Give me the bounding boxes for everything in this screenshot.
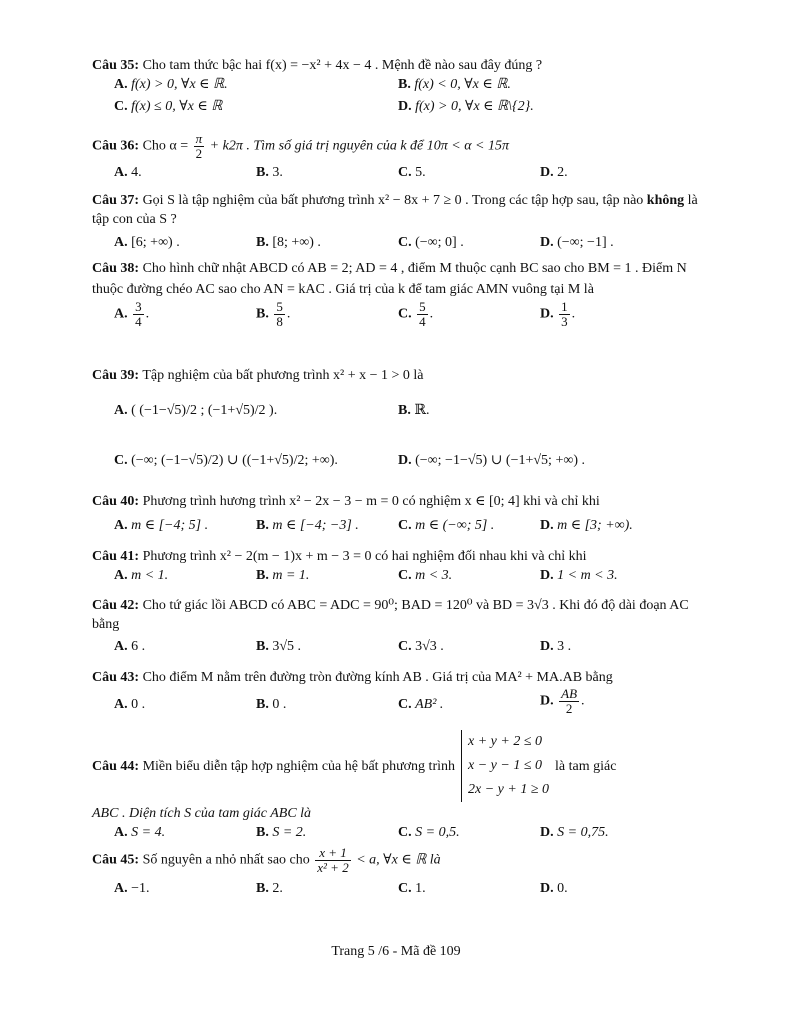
option-c[interactable]: C. m ∈ (−∞; 5] . [398, 518, 495, 533]
option-a[interactable]: A. [6; +∞) . [114, 235, 180, 250]
option-a[interactable]: A. S = 4. [114, 825, 166, 840]
option-a[interactable]: A. $\frac{3}{4}$ . [114, 299, 150, 329]
options [92, 300, 702, 336]
option-c[interactable]: C. (−∞; 0] . [398, 235, 464, 250]
question-37: Câu 37: Gọi S là tập nghiệm của bất phương trình x² − 8x + 7 ≥ 0 . Trong các tập hợp sau, tập nào không là tập con của S ? A. [6; +∞) . B. [8; +∞) . C. (−∞; 0] . D. (−∞; −1] . [92, 191, 702, 255]
question-42: Câu 42: Cho tứ giác lồi ABCD có ABC = ADC = 90⁰; BAD = 120⁰ và BD = 3√3 . Khi đó độ dài đoạn AC bằng A. 6 . B. 3√5 . C. 3√3 . D. 3 . [92, 596, 702, 659]
question-36: Câu 36: Cho α = $\frac{\pi}{2}$ + k2π . Tìm số giá trị nguyên của k để 10π < α < 15π A. 4. B. 3. C. 5. D. 2. [92, 132, 702, 185]
option-c[interactable]: C. (−∞; (−1−√5)/2) ∪ ((−1+√5)/2; +∞). [114, 453, 338, 468]
option-c[interactable]: C. 5. [398, 165, 426, 180]
question-number: Câu 43: [92, 670, 140, 685]
options [92, 566, 702, 588]
question-44: Câu 44: Miền biểu diễn tập hợp nghiệm của hệ bất phương trình x + y + 2 ≤ 0 x − y − 1 ≤ 0 2x − y + 1 ≥ 0 là tam giác ABC . Diện tích S của tam giác ABC là A. S = 4. B. S = 2. C. S = 0,5. D. S = 0,75. [92, 730, 702, 845]
option-a[interactable]: A. f(x) > 0, ∀x ∈ ℝ. [114, 77, 228, 92]
option-d[interactable]: D. 3 . [540, 639, 572, 654]
option-c[interactable]: C. 3√3 . [398, 639, 444, 654]
options [92, 75, 702, 97]
option-d[interactable]: D. (−∞; −1−√5) ∪ (−1+√5; +∞) . [398, 453, 585, 468]
option-d[interactable]: D. $\frac{1}{3}$ . [540, 299, 576, 329]
option-a[interactable]: A. m < 1. [114, 568, 169, 583]
option-a[interactable]: A. m ∈ [−4; 5] . [114, 518, 209, 533]
options [92, 393, 702, 439]
option-a[interactable]: A. 0 . [114, 697, 146, 712]
inequality-system: x + y + 2 ≤ 0 x − y − 1 ≤ 0 2x − y + 1 ≥ 0 [461, 730, 549, 802]
option-d[interactable]: D. 2. [540, 165, 568, 180]
fraction: $\frac{x + 1}{\text{x² + 2}}$ [317, 845, 349, 875]
option-c[interactable]: C. m < 3. [398, 568, 453, 583]
option-b[interactable]: B. 0 . [256, 697, 287, 712]
question-number: Câu 44: [92, 758, 140, 774]
question-number: Câu 40: [92, 494, 140, 509]
question-number: Câu 39: [92, 368, 140, 383]
options [92, 879, 702, 901]
option-c[interactable]: C. f(x) ≤ 0, ∀x ∈ ℝ [114, 99, 223, 114]
option-b[interactable]: B. 2. [256, 881, 283, 896]
option-a[interactable]: A. 6 . [114, 639, 146, 654]
question-stem: Cho tam thức bậc hai f(x) = −x² + 4x − 4 . Mệnh đề nào sau đây đúng ? [142, 58, 543, 73]
options [92, 823, 702, 845]
question-43: Câu 43: Cho điểm M nằm trên đường tròn đường kính AB . Giá trị của MA² + MA.AB bằng A. 0 . B. 0 . C. AB² . D. $\frac{AB}{2}$ . [92, 668, 702, 721]
option-b[interactable]: B. ℝ. [398, 403, 430, 418]
question-number: Câu 35: [92, 58, 140, 73]
options [92, 233, 702, 255]
option-b[interactable]: B. [8; +∞) . [256, 235, 321, 250]
question-35 [92, 56, 702, 119]
question-number: Câu 38: [92, 261, 140, 276]
options [92, 637, 702, 659]
option-b[interactable]: B. m = 1. [256, 568, 310, 583]
option-b[interactable]: B. m ∈ [−4; −3] . [256, 518, 359, 533]
option-b[interactable]: B. $\frac{5}{8}$ . [256, 299, 291, 329]
option-d[interactable]: D. 1 < m < 3. [540, 568, 618, 583]
option-c[interactable]: C. $\frac{5}{4}$ . [398, 299, 434, 329]
question-number: Câu 37: [92, 193, 140, 208]
option-a[interactable]: A. 4. [114, 165, 142, 180]
question-number: Câu 45: [92, 852, 140, 868]
option-b[interactable]: B. 3. [256, 165, 283, 180]
options [92, 163, 702, 185]
option-d[interactable]: D. $\frac{AB}{2}$ . [540, 686, 585, 716]
option-b[interactable]: B. f(x) < 0, ∀x ∈ ℝ. [398, 77, 511, 92]
options [92, 687, 702, 721]
option-c[interactable]: C. S = 0,5. [398, 825, 460, 840]
question-number: Câu 41: [92, 549, 140, 564]
option-b[interactable]: B. S = 2. [256, 825, 307, 840]
option-d[interactable]: D. f(x) > 0, ∀x ∈ ℝ\{2}. [398, 99, 534, 114]
question-38: Câu 38: Cho hình chữ nhật ABCD có AB = 2; AD = 4 , điểm M thuộc cạnh BC sao cho BM = 1 . Điểm N thuộc đường chéo AC sao cho AN = kAC . Giá trị của k để tam giác AMN vuông tại M là A. $\frac{3}{4}$ . B. $\frac{5}{8}$ . C. $\frac{5}{4}$ . D. $\frac{1}{3}$ . [92, 258, 702, 336]
question-45: Câu 45: Số nguyên a nhỏ nhất sao cho $\frac{x + 1}{\text{x² + 2}}$ < a, ∀x ∈ ℝ là A. −1. B. 2. C. 1. D. 0. [92, 846, 702, 901]
options [92, 443, 702, 489]
option-d[interactable]: D. S = 0,75. [540, 825, 609, 840]
options [92, 516, 702, 538]
page-footer: Trang 5 /6 - Mã đề 109 [331, 944, 461, 959]
question-number: Câu 36: [92, 138, 140, 154]
question-39: Câu 39: Tập nghiệm của bất phương trình x² + x − 1 > 0 là A. ( (−1−√5)/2 ; (−1+√5)/2 ). B. ℝ. C. (−∞; (−1−√5)/2) ∪ ((−1+√5)/2; +∞). D. (−∞; −1−√5) ∪ (−1+√5; +∞) . [92, 366, 702, 489]
option-c[interactable]: C. 1. [398, 881, 426, 896]
option-a[interactable]: A. ( (−1−√5)/2 ; (−1+√5)/2 ). [114, 403, 278, 418]
options [92, 97, 702, 119]
option-d[interactable]: D. m ∈ [3; +∞). [540, 518, 633, 533]
option-d[interactable]: D. (−∞; −1] . [540, 235, 614, 250]
option-b[interactable]: B. 3√5 . [256, 639, 302, 654]
option-d[interactable]: D. 0. [540, 881, 568, 896]
question-41: Câu 41: Phương trình x² − 2(m − 1)x + m − 3 = 0 có hai nghiệm đối nhau khi và chỉ khi A. m < 1. B. m = 1. C. m < 3. D. 1 < m < 3. [92, 547, 702, 588]
question-number: Câu 42: [92, 598, 140, 613]
question-40: Câu 40: Phương trình hương trình x² − 2x − 3 − m = 0 có nghiệm x ∈ [0; 4] khi và chỉ khi A. m ∈ [−4; 5] . B. m ∈ [−4; −3] . C. m ∈ (−∞; 5] . D. m ∈ [3; +∞). [92, 492, 702, 538]
fraction: $\frac{\pi}{2}$ [195, 131, 203, 161]
option-c[interactable]: C. AB² . [398, 697, 444, 712]
option-a[interactable]: A. −1. [114, 881, 150, 896]
